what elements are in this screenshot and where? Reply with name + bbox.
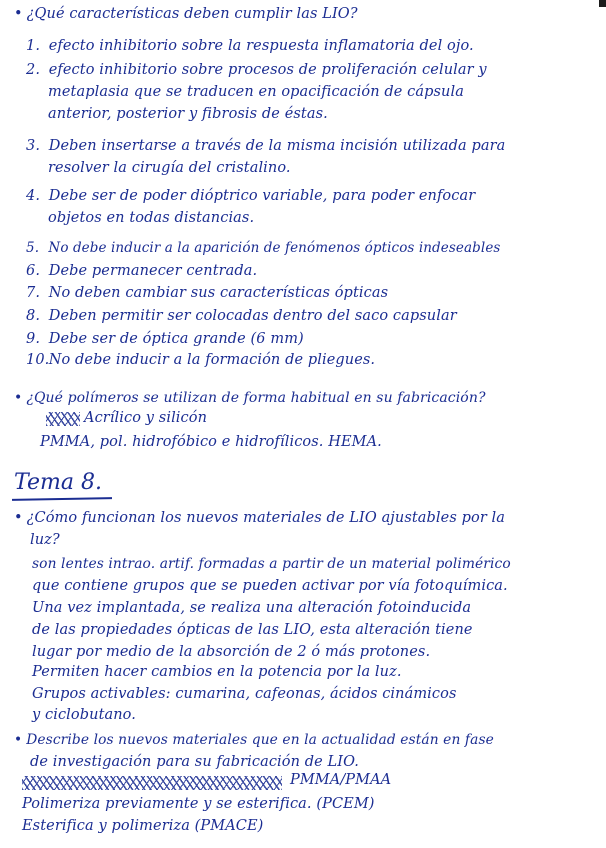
answer-line: lugar por medio de la absorción de 2 ó más protones. [32,644,431,660]
bullet-icon: • [14,6,23,22]
answer-line: PMMA, pol. hidrofóbico e hidrofílicos. HEMA. [40,434,382,450]
scribbled-out-word [46,412,80,426]
list-item: 4. Debe ser de poder dióptrico variable, para poder enfocar [26,188,476,204]
answer-line: PMMA/PMAA [290,772,392,788]
section-title: Tema 8. [14,470,102,495]
answer-line: y ciclobutano. [32,707,136,723]
answer-line: Acrílico y silicón [84,410,208,426]
question-3-continuation: luz? [30,532,60,548]
list-item: 10. No debe inducir a la formación de pliegues. [26,352,376,368]
question-2 [14,390,486,406]
list-item-continuation: anterior, posterior y fibrosis de éstas. [48,106,328,122]
list-item: 9. Debe ser de óptica grande (6 mm) [26,331,304,347]
answer-line: que contiene grupos que se pueden activar por vía fotoquímica. [32,578,508,594]
title-underline [12,497,112,500]
list-item: 3. Deben insertarse a través de la misma incisión utilizada para [26,138,506,154]
question-2-text: ¿Qué polímeros se utilizan de forma habitual en su fabricación? [26,390,486,406]
bullet-icon: • [14,390,23,406]
question-3: • ¿Cómo funcionan los nuevos materiales de LIO ajustables por la [14,510,506,526]
list-item: 5. No debe inducir a la aparición de fenómenos ópticos indeseables [26,240,501,256]
list-item-continuation: objetos en todas distancias. [48,210,255,226]
list-item: 1. efecto inhibitorio sobre la respuesta inflamatoria del ojo. [26,38,474,54]
bullet-icon: • [14,510,23,526]
list-item: 7. No deben cambiar sus características ópticas [26,285,389,301]
question-4: • Describe los nuevos materiales que en la actualidad están en fase [14,732,494,748]
answer-line: Esterifica y polimeriza (PMACE) [22,818,264,834]
question-4-continuation: de investigación para su fabricación de LIO. [30,754,359,770]
corner-mark [599,0,606,7]
list-item-continuation: metaplasia que se traducen en opacificación de cápsula [48,84,464,100]
answer-line: Una vez implantada, se realiza una alteración fotoinducida [32,600,472,616]
list-item: 8. Deben permitir ser colocadas dentro del saco capsular [26,308,457,324]
list-item: 2. efecto inhibitorio sobre procesos de proliferación celular y [26,62,487,78]
bullet-icon: • [14,732,23,748]
question-1-text: ¿Qué características deben cumplir las LIO? [26,6,358,22]
question-1 [14,6,358,22]
answer-line: de las propiedades ópticas de las LIO, esta alteración tiene [32,622,473,638]
answer-line: Grupos activables: cumarina, cafeonas, ácidos cinámicos [32,686,457,702]
answer-line: Polimeriza previamente y se esterifica. (PCEM) [22,796,375,812]
scribbled-out-line [22,776,282,790]
list-item: 6. Debe permanecer centrada. [26,263,258,279]
list-item-continuation: resolver la cirugía del cristalino. [48,160,291,176]
answer-line: Permiten hacer cambios en la potencia por la luz. [32,664,402,680]
answer-line: son lentes intrao. artif. formadas a partir de un material polimérico [32,556,511,572]
